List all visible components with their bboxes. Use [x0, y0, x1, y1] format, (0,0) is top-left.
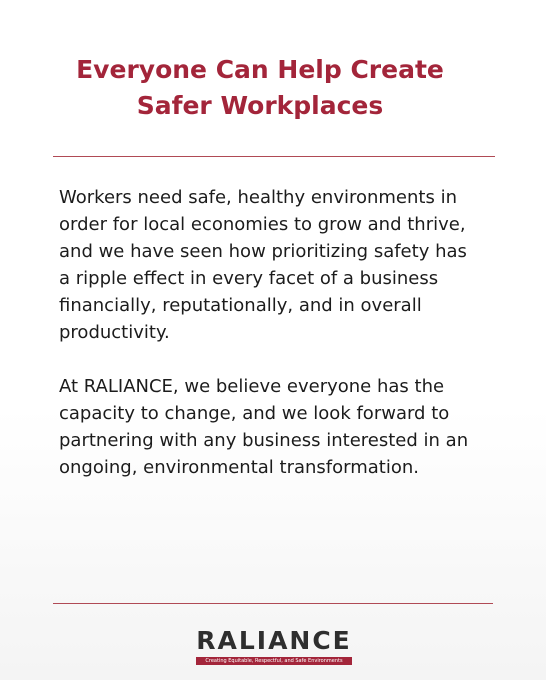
paragraph-1-line: and we have seen how prioritizing safety has [59, 241, 467, 262]
title-line-2: Safer Workplaces [136, 91, 384, 120]
page-title [0, 52, 520, 124]
title-line-1: Everyone Can Help Create [76, 55, 444, 84]
paragraph-2 [59, 373, 509, 481]
bottom-divider [53, 603, 493, 604]
raliance-logo [196, 626, 352, 665]
paragraph-1-line: productivity. [59, 322, 170, 343]
paragraph-2-line: partnering with any business interested in an [59, 430, 469, 451]
paragraph-2-line: capacity to change, and we look forward to [59, 403, 450, 424]
paragraph-1-line: Workers need safe, healthy environments in [59, 187, 457, 208]
paragraph-1 [59, 184, 509, 346]
paragraph-2-line: ongoing, environmental transformation. [59, 457, 419, 478]
top-divider [53, 156, 495, 157]
paragraph-1-line: financially, reputationally, and in overall [59, 295, 422, 316]
logo-wordmark: RALIANCE [196, 626, 352, 655]
paragraph-1-line: order for local economies to grow and thrive, [59, 214, 466, 235]
body-copy [59, 184, 509, 508]
paragraph-2-line: At RALIANCE, we believe everyone has the [59, 376, 445, 397]
paragraph-1-line: a ripple effect in every facet of a business [59, 268, 439, 289]
logo-tagline: Creating Equitable, Respectful, and Safe Environments [196, 657, 352, 665]
